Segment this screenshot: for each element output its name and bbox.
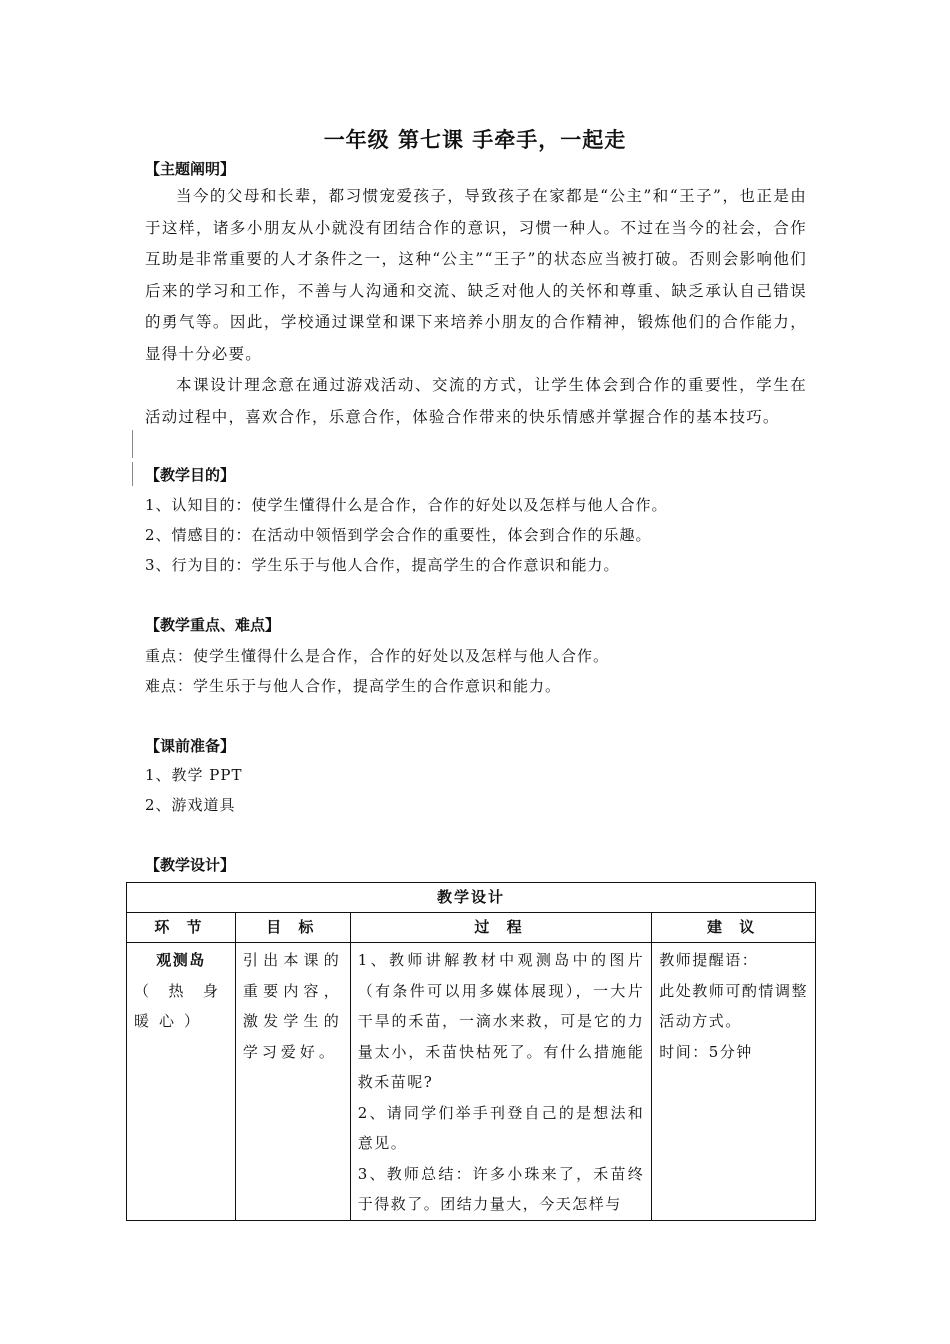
- keypoints-heading: 【教学重点、难点】: [145, 616, 281, 634]
- column-header: 过 程: [350, 913, 651, 943]
- process-step: 2、请同学们举手刊登自己的是想法和意见。: [357, 1103, 645, 1152]
- lesson-title: 一年级 第七课 手牵手，一起走: [323, 127, 627, 152]
- goal-item: 3、行为目的：学生乐于与他人合作，提高学生的合作意识和能力。: [145, 556, 620, 574]
- theme-paragraph-2: 本课设计理念意在通过游戏活动、交流的方式，让学生体会到合作的重要性，学生在活动过程中，喜欢合作，乐意合作，体验合作带来的快乐情感并掌握合作的基本技巧。: [145, 376, 807, 426]
- theme-heading: 【主题阐明】: [145, 160, 236, 178]
- column-header: 目 标: [235, 913, 350, 943]
- process-step: 3、教师总结：许多小珠来了，禾苗终于得救了。团结力量大，今天怎样与: [357, 1164, 645, 1213]
- stage-name: 观测岛: [156, 951, 206, 969]
- keypoint-item: 难点：学生乐于与他人合作，提高学生的合作意识和能力。: [145, 677, 562, 695]
- suggestion-line: 此处教师可酌情调整活动方式。: [659, 981, 808, 1030]
- keypoint-item: 重点：使学生懂得什么是合作，合作的好处以及怎样与他人合作。: [145, 647, 610, 665]
- theme-paragraph-1: 当今的父母和长辈，都习惯宠爱孩子，导致孩子在家都是“公主”和“王子”，也正是由于这样，诸多小朋友从小就没有团结合作的意识，习惯一种人。不过在当今的社会，合作互助是非常重要的人才条件之一，这种“公主”“王子”的状态应当被打破。否则会影响他们后来的学习和工作，不善与人沟通和交流、缺乏对他人的关怀和尊重、缺乏承认自己错误的勇气等。因此，学校通过课堂和课下来培养小朋友的合作精神，锻炼他们的合作能力，显得十分必要。: [145, 187, 807, 363]
- design-heading: 【教学设计】: [145, 856, 236, 874]
- process-cell: [350, 943, 651, 1221]
- stage-cell: [127, 943, 236, 1221]
- suggestion-cell: [652, 943, 816, 1221]
- table-caption: 教学设计: [127, 883, 816, 913]
- suggestion-line: 教师提醒语：: [659, 951, 759, 969]
- suggestion-line: 时间：5分钟: [659, 1042, 753, 1061]
- column-header: 建 议: [652, 913, 816, 943]
- goal-cell: 引出本课的重要内容，激发学生的学习爱好。: [235, 943, 350, 1221]
- prep-heading: 【课前准备】: [145, 737, 236, 755]
- prep-item: 2、游戏道具: [145, 796, 236, 814]
- process-step: 1、教师讲解教材中观测岛中的图片（有条件可以用多媒体展现），一大片干旱的禾苗，一滴水来救，可是它的力量太小，禾苗快枯死了。有什么措施能救禾苗呢?: [357, 951, 645, 1091]
- goal-item: 2、情感目的：在活动中领悟到学会合作的重要性，体会到合作的乐趣。: [145, 526, 652, 544]
- margin-bar: [132, 430, 133, 458]
- stage-note: （热身暖心）: [134, 981, 228, 1030]
- goals-heading: 【教学目的】: [145, 466, 236, 484]
- table-row: [127, 943, 816, 1221]
- table-header-row: [127, 913, 816, 943]
- goal-item: 1、认知目的：使学生懂得什么是合作，合作的好处以及怎样与他人合作。: [145, 496, 668, 514]
- design-table: [126, 882, 816, 1221]
- margin-bar: [132, 462, 133, 486]
- prep-item: 1、教学 PPT: [145, 766, 243, 784]
- column-header: 环 节: [127, 913, 236, 943]
